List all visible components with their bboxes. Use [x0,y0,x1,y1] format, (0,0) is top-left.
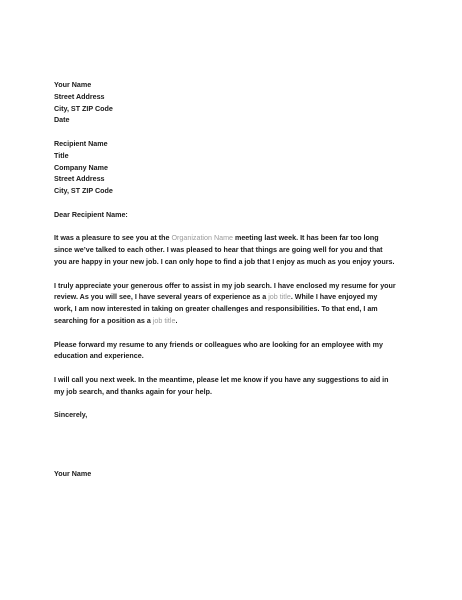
closing [54,410,410,422]
text-run: . While I have enjoyed my [290,293,378,302]
signature-block [54,469,410,481]
paragraph-2 [54,281,410,328]
text-run: It was a pleasure to see you at the [54,234,172,243]
paragraph-line [54,233,410,245]
signature-space [54,422,410,469]
paragraph-line: you are happy in your new job. I can only hope to find a job that I enjoy as much as you enjoy yours. [54,257,395,266]
sender-name: Your Name [54,81,92,89]
signature-name: Your Name [54,470,92,479]
paragraph-4 [54,375,410,399]
job-title-placeholder[interactable]: job title [268,293,291,302]
salutation-text: Dear Recipient Name: [54,210,128,219]
salutation [54,210,410,222]
paragraph-line [54,316,410,328]
letter-body [54,80,410,481]
recipient-title: Title [54,151,69,160]
text-run: review. As you will see, I have several years of experience as a [54,293,269,302]
recipient-street: Street Address [54,175,105,184]
job-title-placeholder[interactable]: job title [152,316,176,325]
paragraph-line [54,292,410,304]
text-run: searching for a position as a [54,316,153,325]
paragraph-3 [54,340,410,364]
paragraph-line: my job search, and thanks again for your help. [54,387,212,396]
text-run: meeting last week. It has been far too long [233,234,379,243]
recipient-company: Company Name [54,163,108,172]
sender-city: City, ST ZIP Code [54,104,113,113]
organization-name-placeholder[interactable]: Organization Name [171,234,233,243]
paragraph-line: I will call you next week. In the meantime, please let me know if you have any suggestions to aid in [54,375,389,384]
paragraph-1 [54,233,410,268]
sender-address-block [54,80,410,127]
closing-text: Sincerely, [54,411,88,420]
paragraph-line: since we’ve talked to each other. I was pleased to hear that things are going well for you and that [54,246,383,255]
recipient-address-block [54,139,410,198]
sender-street: Street Address [54,92,105,101]
paragraph-line: Please forward my resume to any friends or colleagues who are looking for an employee with my [54,340,383,349]
letter-date: Date [54,116,70,125]
paragraph-line: work, I am now interested in taking on greater challenges and responsibilities. To that end, I am [54,305,378,314]
recipient-name: Recipient Name [54,139,108,148]
paragraph-line: I truly appreciate your generous offer to assist in my job search. I have enclosed my resume for your [54,281,396,290]
paragraph-line: education and experience. [54,352,144,361]
text-run: . [175,316,178,325]
recipient-city: City, ST ZIP Code [54,187,113,196]
